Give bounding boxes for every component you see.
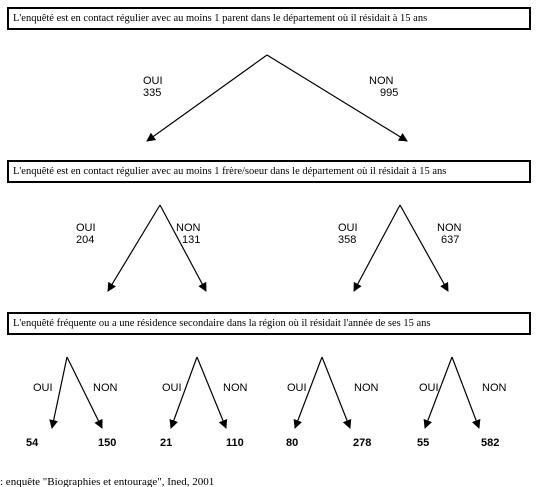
l1-non-value: 995	[380, 87, 399, 99]
l3b-non-label: NON	[223, 382, 248, 394]
l3a-non-label: NON	[93, 382, 118, 394]
arrow-l2b-non	[400, 205, 448, 291]
arrow-l1-oui	[147, 55, 267, 141]
result-value: 582	[481, 437, 500, 449]
arrow-l3d-non	[452, 357, 479, 428]
l2b-non-value: 637	[441, 234, 460, 246]
result-value: 21	[160, 437, 173, 449]
question-box-parent: L'enquêté est en contact régulier avec au moins 1 parent dans le département où il résidait à 15 ans	[7, 7, 531, 30]
result-value: 150	[98, 437, 117, 449]
result-value: 278	[353, 437, 372, 449]
arrow-l3b-non	[197, 357, 226, 428]
l3c-oui-label: OUI	[287, 382, 307, 394]
l2a-oui-value: 204	[76, 234, 95, 246]
l2b-oui-value: 358	[338, 234, 357, 246]
l1-non-label: NON	[369, 75, 394, 87]
l3c-non-label: NON	[354, 382, 379, 394]
l2a-oui-label: OUI	[76, 222, 96, 234]
l2b-oui-label: OUI	[338, 222, 358, 234]
l2b-non-label: NON	[437, 222, 462, 234]
l2a-non-value: 131	[182, 234, 201, 246]
result-value: 54	[26, 437, 39, 449]
l3a-oui-label: OUI	[33, 382, 53, 394]
l1-oui-label: OUI	[143, 75, 163, 87]
result-value: 80	[286, 437, 299, 449]
l3b-oui-label: OUI	[162, 382, 182, 394]
question-box-residence: L'enquêté fréquente ou a une résidence secondaire dans la région où il résidait l'année de ses 15 ans	[7, 312, 531, 335]
arrow-l2a-non	[160, 205, 206, 291]
result-value: 55	[417, 437, 430, 449]
arrow-l3a-oui	[52, 357, 67, 428]
arrow-l2a-oui	[108, 205, 160, 291]
arrow-l3c-non	[322, 357, 350, 428]
l3d-non-label: NON	[482, 382, 507, 394]
l3d-oui-label: OUI	[419, 382, 439, 394]
question-box-sibling: L'enquêté est en contact régulier avec au moins 1 frère/soeur dans le département où il résidait à 15 ans	[7, 160, 531, 183]
l1-oui-value: 335	[143, 87, 162, 99]
source-note: : enquête "Biographies et entourage", Ined, 2001	[0, 476, 215, 487]
l2a-non-label: NON	[176, 222, 201, 234]
arrow-l2b-oui	[354, 205, 400, 291]
result-value: 110	[226, 437, 244, 449]
